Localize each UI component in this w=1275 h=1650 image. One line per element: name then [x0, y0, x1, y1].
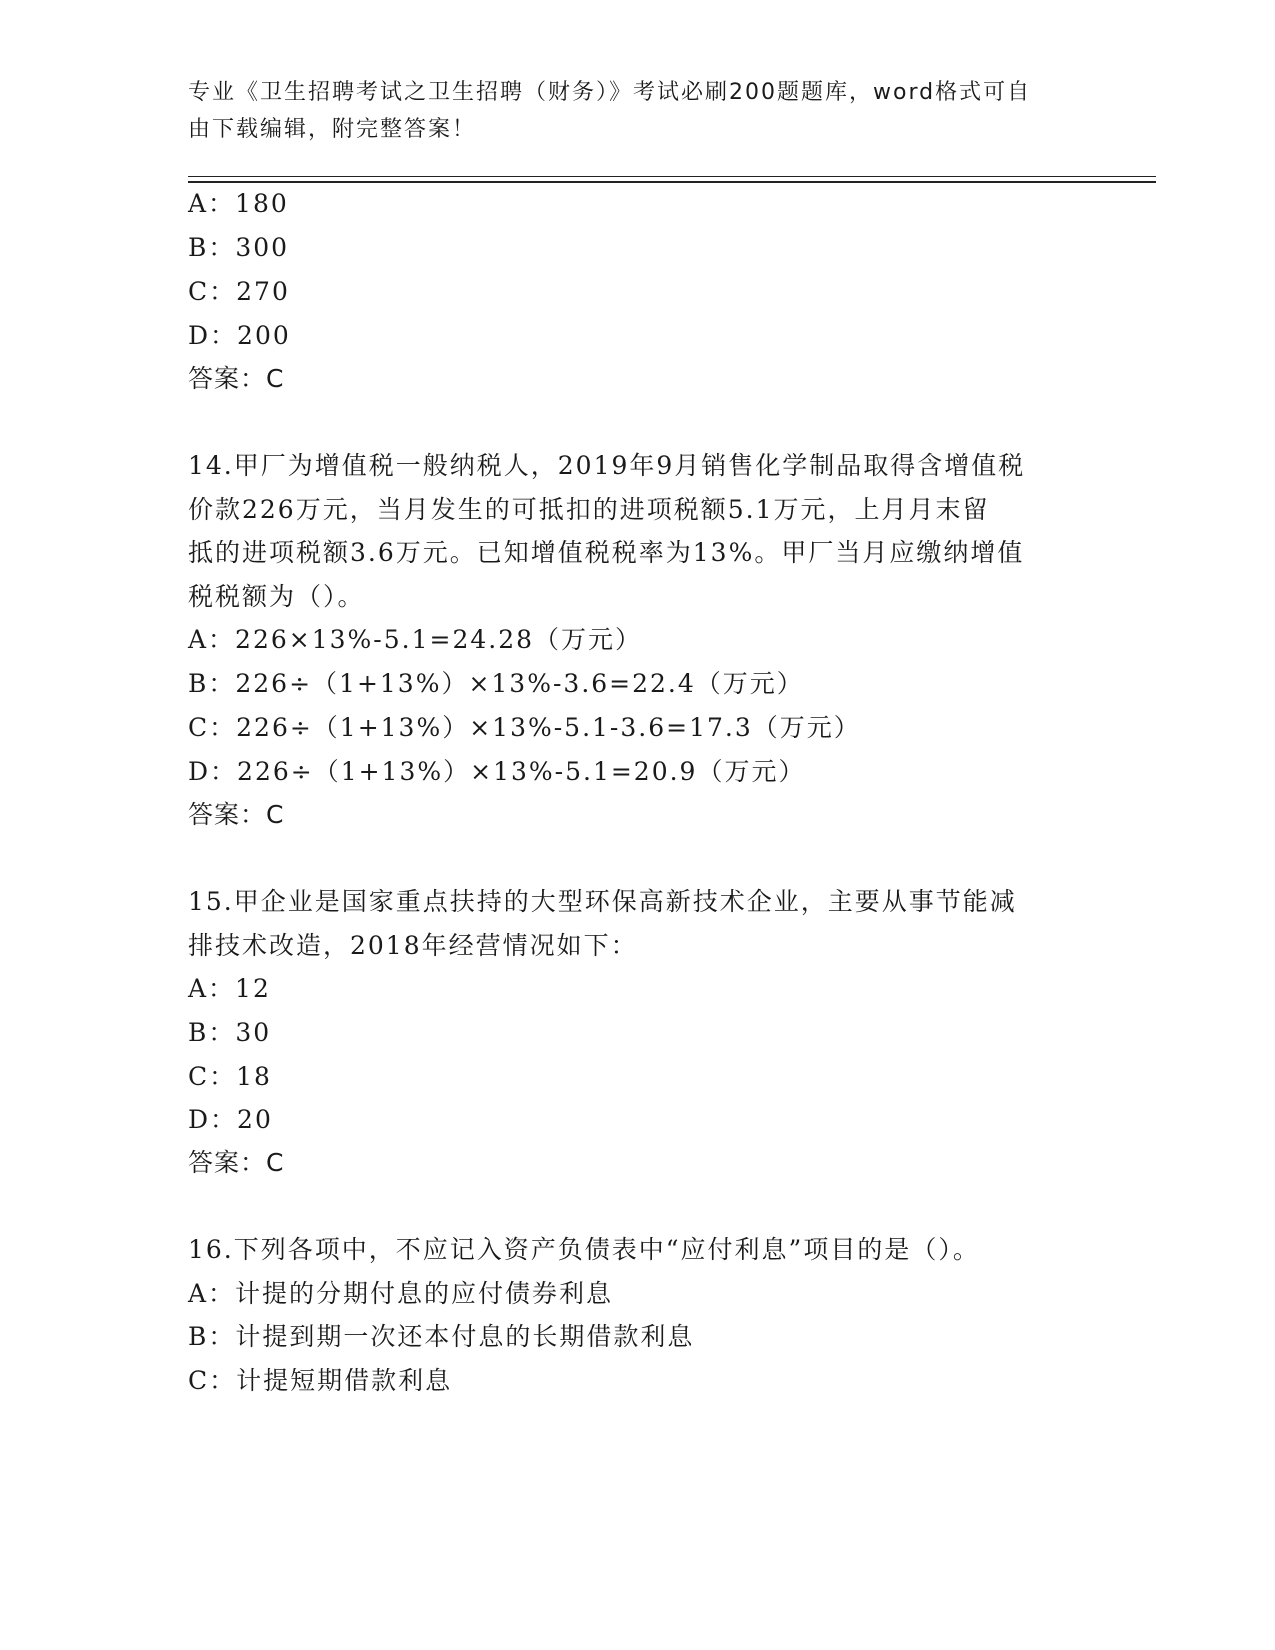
q16-option-b: B：计提到期一次还本付息的长期借款利息 [188, 1322, 695, 1351]
q16-stem-line-1: 16.下列各项中，不应记入资产负债表中“应付利息”项目的是（）。 [188, 1235, 980, 1264]
header-divider-thin [188, 176, 1156, 177]
q14-stem-line-2: 价款226万元，当月发生的可抵扣的进项税额5.1万元，上月月末留 [188, 495, 990, 524]
q13-option-b: B：300 [188, 233, 290, 262]
q15-stem-line-2: 排技术改造，2018年经营情况如下： [188, 931, 638, 960]
q13-option-c: C：270 [188, 277, 290, 306]
q16-option-a: A：计提的分期付息的应付债券利息 [188, 1279, 614, 1308]
header-divider-thick [188, 181, 1156, 183]
q15-answer: 答案：C [188, 1148, 285, 1177]
q16-option-c: C：计提短期借款利息 [188, 1366, 453, 1395]
q14-option-a: A：226×13%-5.1=24.28（万元） [188, 625, 643, 654]
q13-option-d: D：200 [188, 321, 291, 350]
header-line-2: 由下载编辑，附完整答案！ [188, 117, 477, 142]
q13-option-a: A：180 [188, 189, 289, 218]
q13-answer: 答案：C [188, 364, 285, 393]
q14-answer: 答案：C [188, 800, 285, 829]
q14-option-d: D：226÷（1+13%）×13%-5.1=20.9（万元） [188, 757, 806, 786]
q15-option-c: C：18 [188, 1062, 272, 1091]
header-line-1: 专业《卫生招聘考试之卫生招聘（财务）》考试必刷200题题库，word格式可自 [188, 80, 1032, 105]
q14-option-b: B：226÷（1+13%）×13%-3.6=22.4（万元） [188, 669, 804, 698]
q14-option-c: C：226÷（1+13%）×13%-5.1-3.6=17.3（万元） [188, 713, 861, 742]
q15-option-d: D：20 [188, 1105, 273, 1134]
q15-option-a: A：12 [188, 974, 271, 1003]
q14-stem-line-4: 税税额为（）。 [188, 582, 365, 611]
q14-stem-line-1: 14.甲厂为增值税一般纳税人，2019年9月销售化学制品取得含增值税 [188, 451, 1026, 480]
q15-stem-line-1: 15.甲企业是国家重点扶持的大型环保高新技术企业，主要从事节能减 [188, 887, 1017, 916]
document-header [188, 74, 1068, 148]
q14-stem-line-3: 抵的进项税额3.6万元。已知增值税税率为13%。甲厂当月应缴纳增值 [188, 538, 1025, 567]
q15-option-b: B：30 [188, 1018, 272, 1047]
